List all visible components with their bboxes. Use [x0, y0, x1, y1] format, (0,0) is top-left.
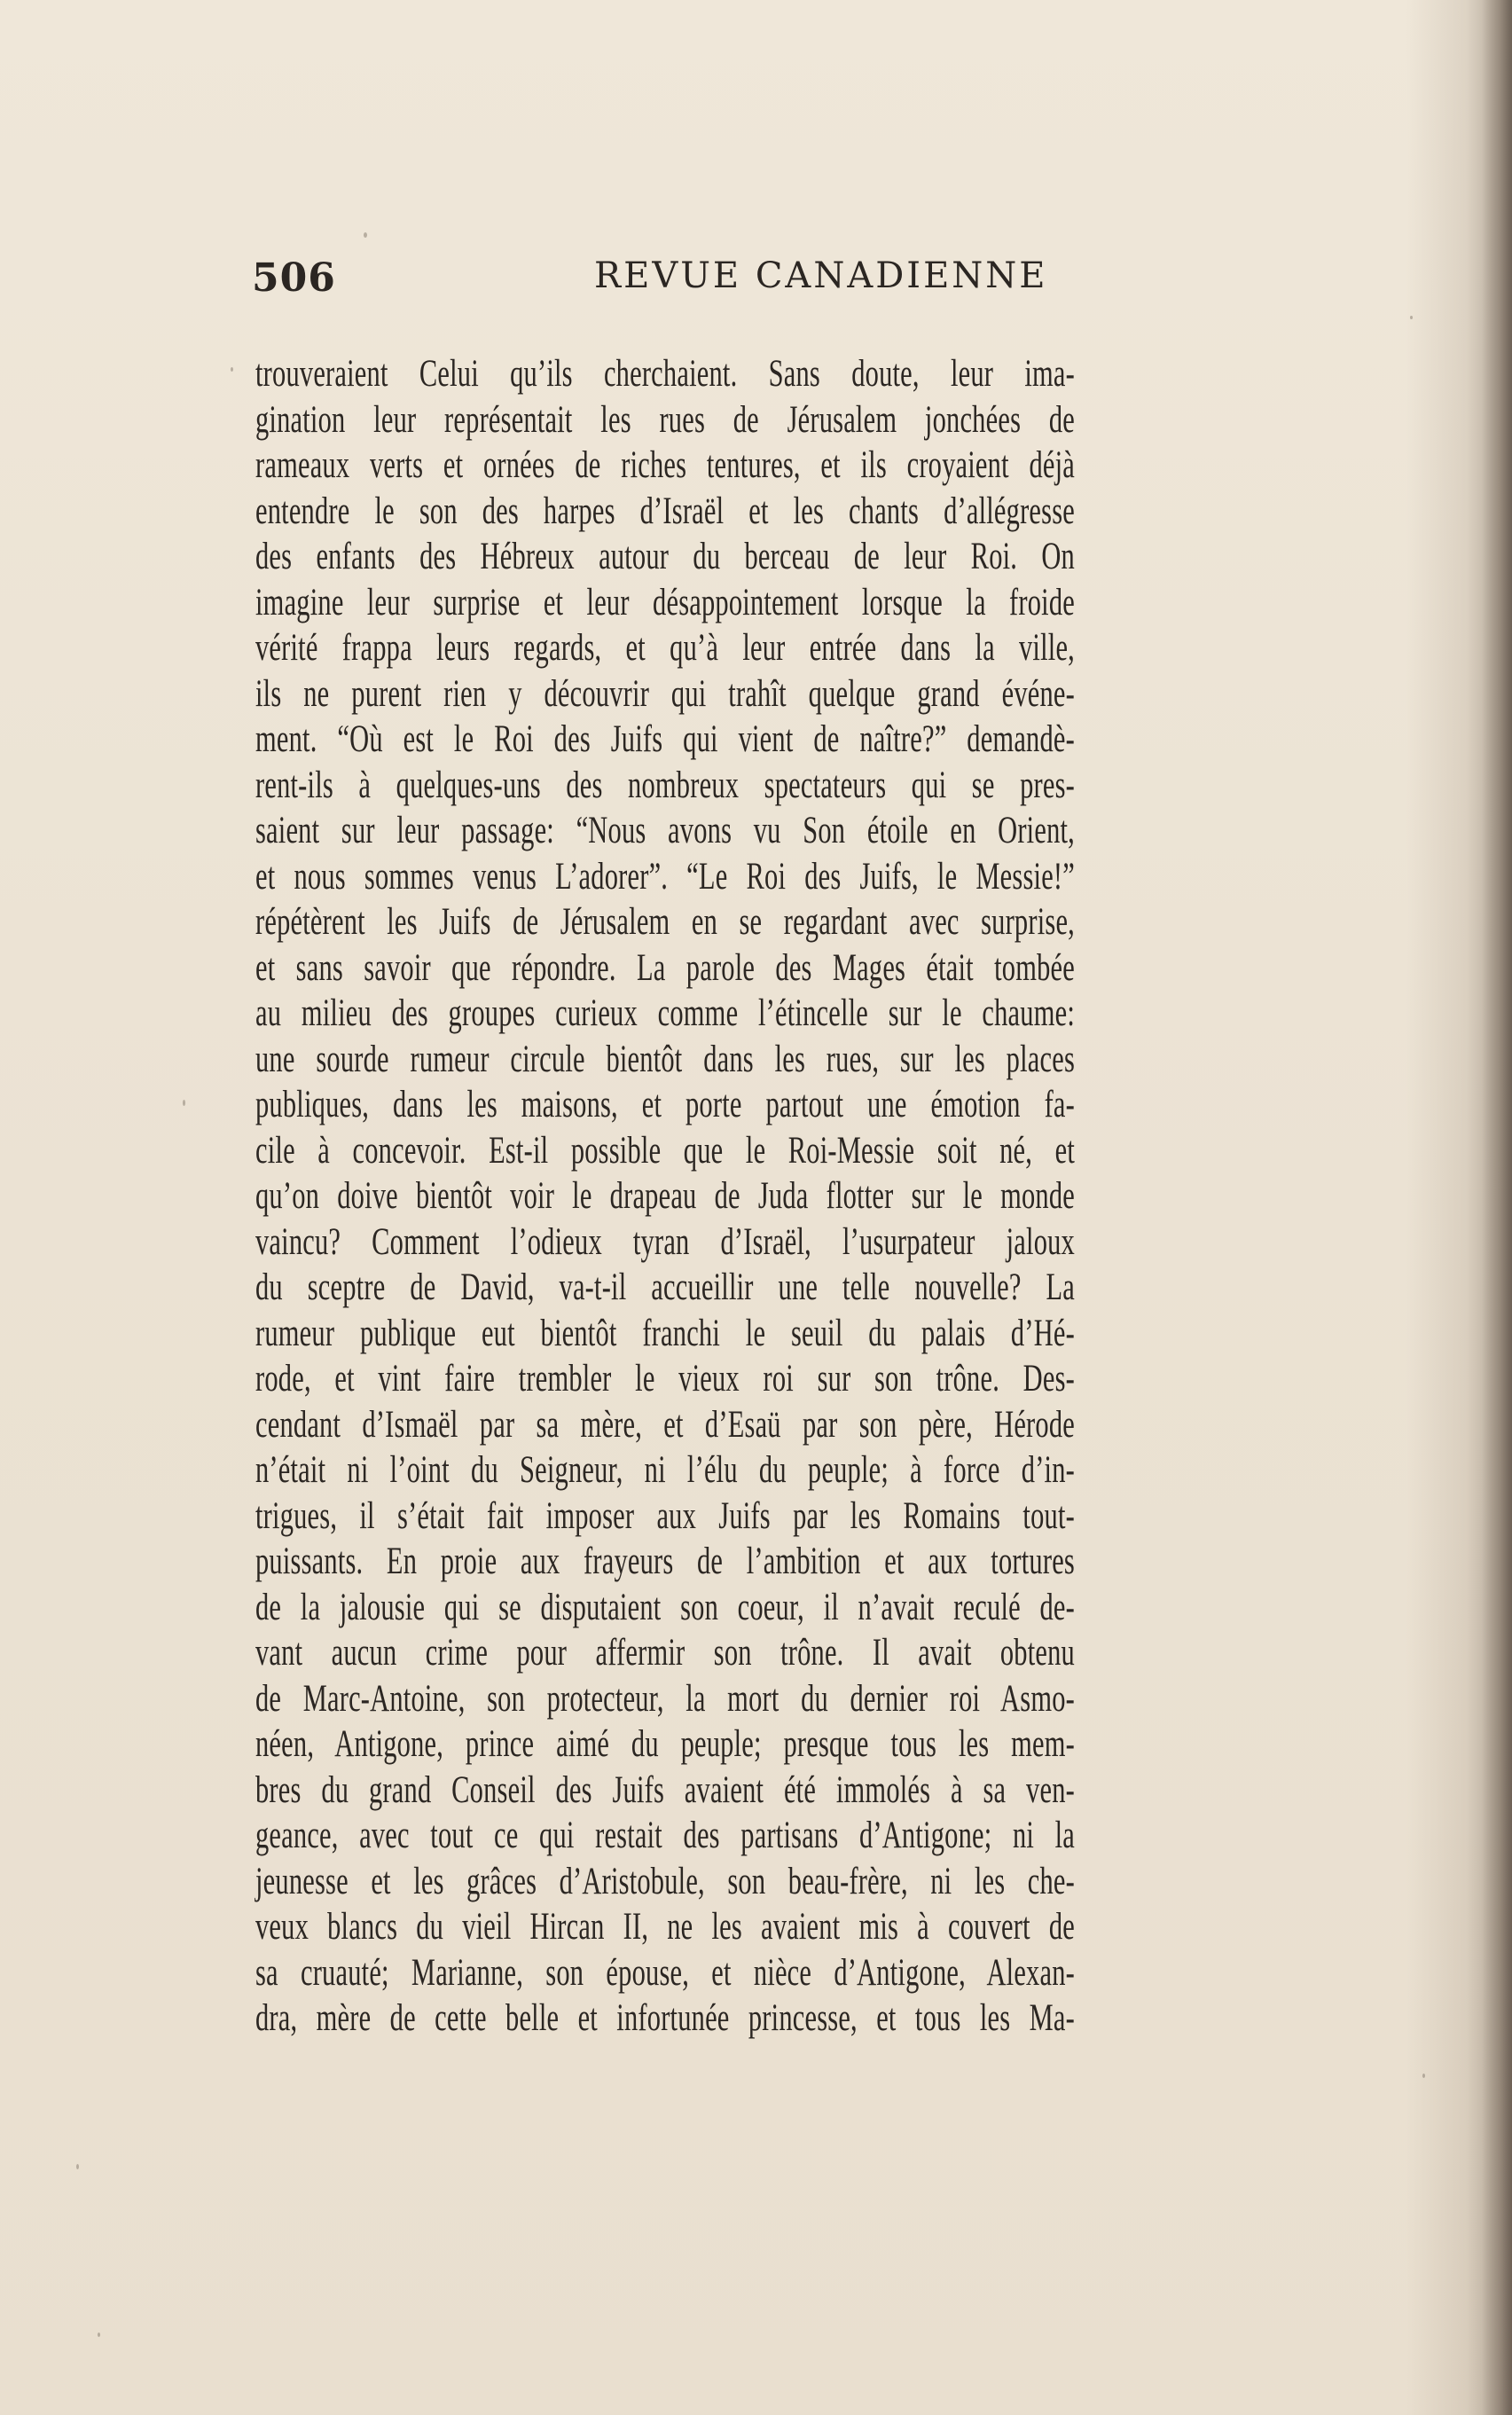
text-line: publiques, dans les maisons, et porte partout une émotion fa- [255, 1083, 1075, 1125]
text-line: ment. “Où est le Roi des Juifs qui vient de naître?” demandè- [255, 717, 1075, 760]
text-line: rent-ils à quelques-uns des nombreux spectateurs qui se pres- [255, 763, 1075, 806]
text-line: rode, et vint faire trembler le vieux roi sur son trône. Des- [255, 1357, 1075, 1400]
text-line: veux blancs du vieil Hircan II, ne les avaient mis à couvert de [255, 1905, 1075, 1948]
paper-speck [1422, 2074, 1425, 2078]
paper-speck [1410, 316, 1413, 319]
paper-speck [183, 1100, 185, 1106]
text-line: néen, Antigone, prince aimé du peuple; presque tous les mem- [255, 1722, 1075, 1765]
text-line: saient sur leur passage: “Nous avons vu Son étoile en Orient, [255, 809, 1075, 851]
text-line: au milieu des groupes curieux comme l’étincelle sur le chaume: [255, 992, 1075, 1034]
page-edge-shadow [1482, 0, 1512, 2415]
text-line: et nous sommes venus L’adorer”. “Le Roi des Juifs, le Messie!” [255, 854, 1075, 898]
running-head [252, 255, 1087, 309]
text-line: cendant d’Ismaël par sa mère, et d’Esaü par son père, Hérode [255, 1402, 1075, 1446]
text-line: imagine leur surprise et leur désappointement lorsque la froide [255, 580, 1075, 623]
text-line: cile à concevoir. Est-il possible que le Roi-Messie soit né, et [255, 1128, 1075, 1172]
text-line: vant aucun crime pour affermir son trône. Il avait obtenu [255, 1631, 1075, 1674]
text-line: dra, mère de cette belle et infortunée princesse, et tous les Ma- [255, 1996, 1075, 2039]
text-line: trouveraient Celui qu’ils cherchaient. Sans doute, leur ima- [255, 352, 1075, 395]
text-line: des enfants des Hébreux autour du berceau de leur Roi. On [255, 535, 1075, 577]
text-line: et sans savoir que répondre. La parole des Mages était tombée [255, 945, 1075, 989]
text-line: entendre le son des harpes d’Israël et les chants d’allégresse [255, 489, 1075, 532]
text-line: vaincu? Comment l’odieux tyran d’Israël, l’usurpateur jaloux [255, 1219, 1075, 1263]
text-line: rameaux verts et ornées de riches tentures, et ils croyaient déjà [255, 443, 1075, 486]
text-line: de la jalousie qui se disputaient son coeur, il n’avait reculé de- [255, 1585, 1075, 1628]
text-line: jeunesse et les grâces d’Aristobule, son beau-frère, ni les che- [255, 1859, 1075, 1902]
paper-speck [98, 2333, 100, 2337]
text-line: geance, avec tout ce qui restait des partisans d’Antigone; ni la [255, 1814, 1075, 1856]
text-line: vérité frappa leurs regards, et qu’à leur entrée dans la ville, [255, 626, 1075, 669]
paper-speck [76, 2164, 79, 2169]
text-line: une sourde rumeur circule bientôt dans les rues, sur les places [255, 1037, 1075, 1080]
text-line: sa cruauté; Marianne, son épouse, et nièce d’Antigone, Alexan- [255, 1950, 1075, 1994]
text-line: gination leur représentait les rues de Jérusalem jonchées de [255, 397, 1075, 441]
text-line: puissants. En proie aux frayeurs de l’ambition et aux tortures [255, 1540, 1075, 1582]
text-line: répétèrent les Juifs de Jérusalem en se regardant avec surprise, [255, 900, 1075, 943]
text-line: bres du grand Conseil des Juifs avaient été immolés à sa ven- [255, 1768, 1075, 1811]
paper-speck [231, 367, 233, 372]
text-line: du sceptre de David, va-t-il accueillir une telle nouvelle? La [255, 1266, 1075, 1308]
journal-title: REVUE CANADIENNE [594, 255, 1048, 296]
body-text [255, 351, 1075, 2042]
text-line: trigues, il s’était fait imposer aux Juifs par les Romains tout- [255, 1494, 1075, 1537]
text-line: n’était ni l’oint du Seigneur, ni l’élu du peuple; à force d’in- [255, 1448, 1075, 1491]
text-line: ils ne purent rien y découvrir qui trahît quelque grand événe- [255, 671, 1075, 715]
paper-speck [364, 232, 367, 238]
page-number: 506 [252, 255, 336, 301]
text-line: de Marc-Antoine, son protecteur, la mort du dernier roi Asmo- [255, 1676, 1075, 1720]
text-line: qu’on doive bientôt voir le drapeau de Juda flotter sur le monde [255, 1174, 1075, 1217]
text-line: rumeur publique eut bientôt franchi le seuil du palais d’Hé- [255, 1311, 1075, 1354]
